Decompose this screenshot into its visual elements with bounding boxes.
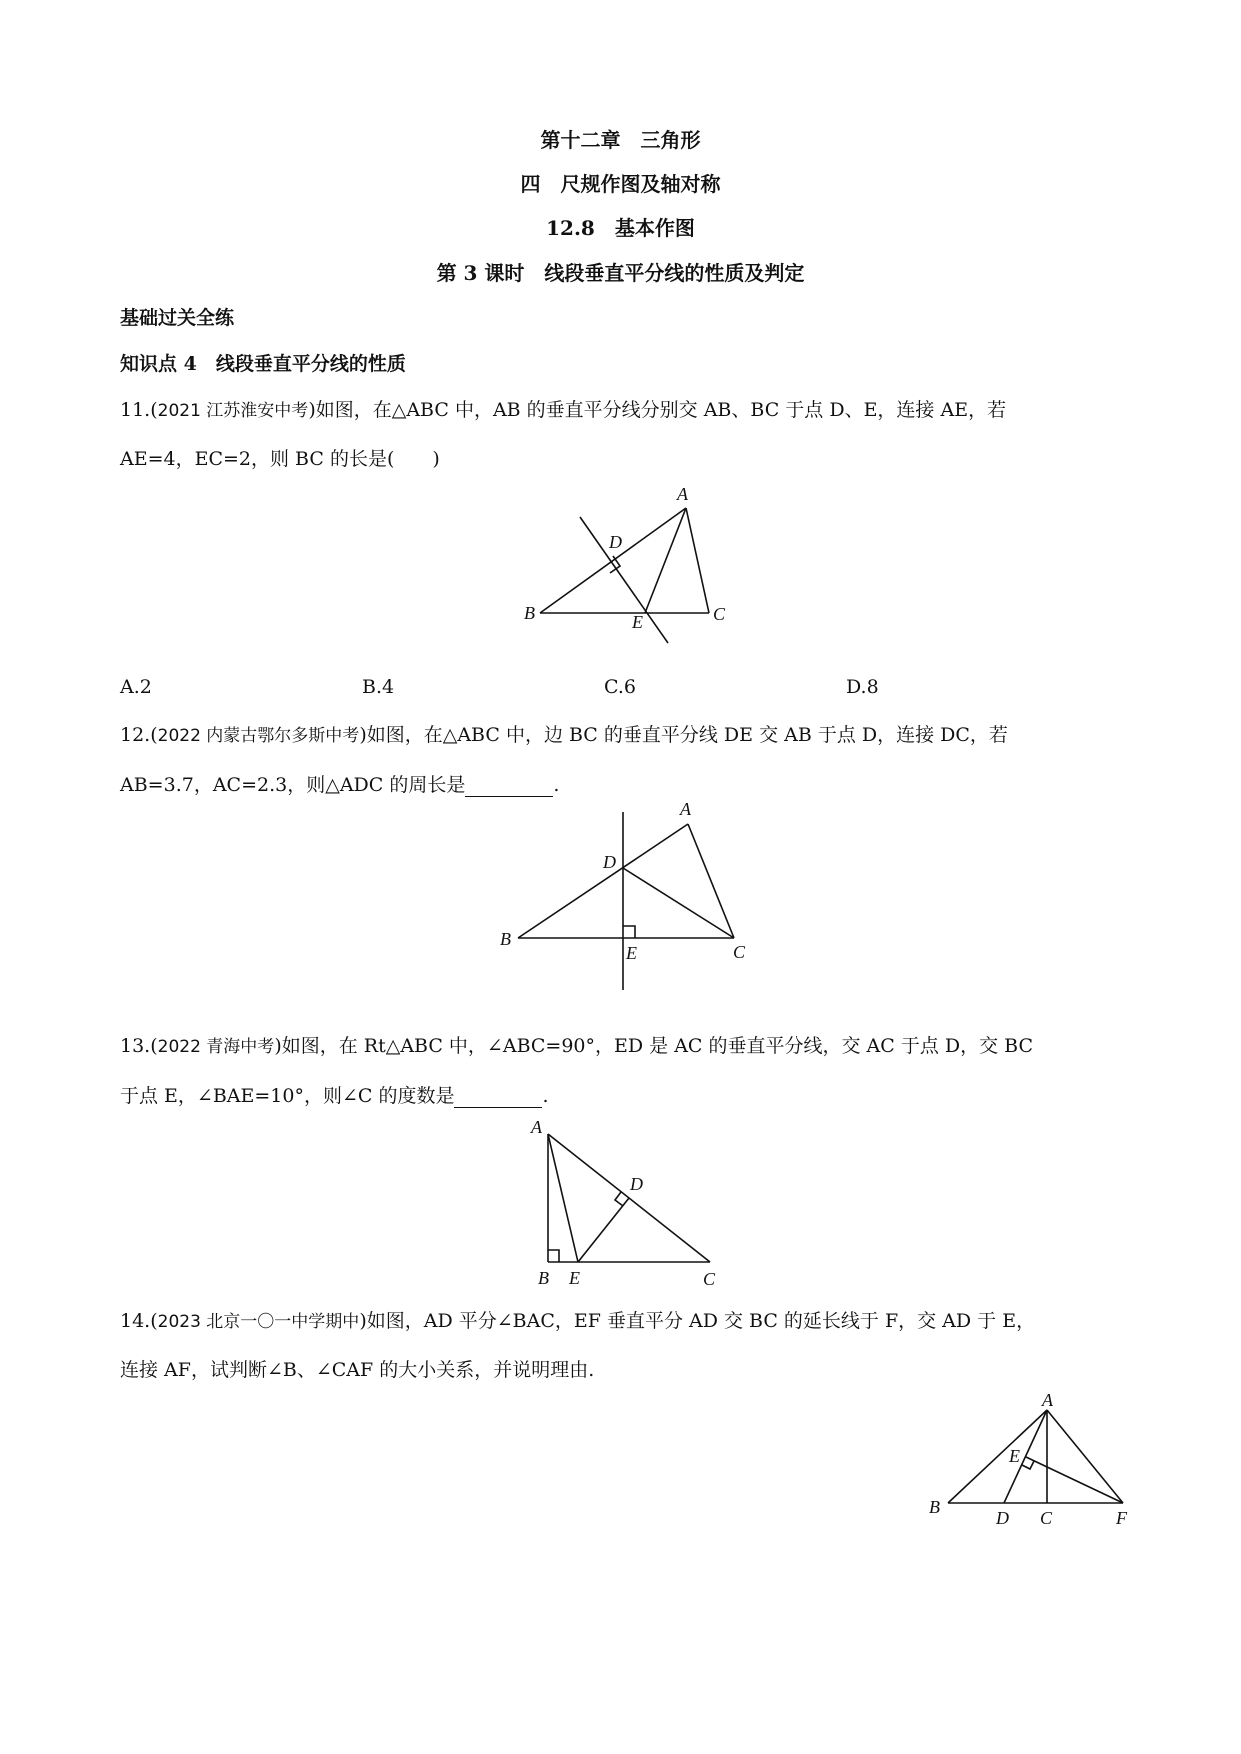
q13-label-d: D	[630, 1174, 643, 1194]
q14-source: 2023 北京一〇一中学期中	[157, 1312, 360, 1332]
q11-source: 2021 江苏淮安中考	[157, 401, 309, 421]
q14-label-e: E	[1009, 1446, 1020, 1466]
q13-text1: )如图，在 Rt△ABC 中，∠ABC=90°，ED 是 AC 的垂直平分线，交 AC 于点 D，交 BC	[274, 1035, 1034, 1057]
q12-label-b: B	[500, 929, 511, 949]
q13-number: 13.(	[120, 1035, 158, 1057]
q14-segment-ef	[1026, 1457, 1123, 1503]
q12-text1: )如图，在△ABC 中，边 BC 的垂直平分线 DE 交 AB 于点 D，连接 DC，若	[359, 724, 1008, 746]
q14-text1: )如图，AD 平分∠BAC，EF 垂直平分 AD 交 BC 的延长线于 F，交 AD 于 E，	[359, 1310, 1036, 1332]
q13-source: 2022 青海中考	[157, 1037, 275, 1057]
q12-label-e: E	[626, 943, 637, 963]
q12-text2: AB=3.7，AC=2.3，则△ADC 的周长是	[120, 774, 466, 796]
knowledge-point-title: 知识点 4 线段垂直平分线的性质	[120, 353, 406, 375]
q11-option-b: B.4	[362, 676, 395, 698]
unit-title: 四 尺规作图及轴对称	[520, 172, 721, 196]
q11-label-e: E	[632, 612, 643, 632]
q11-label-c: C	[713, 604, 726, 624]
q11-option-c: C.6	[604, 676, 636, 698]
q14-label-c: C	[1040, 1508, 1053, 1528]
q14-right-angle-mark	[1022, 1461, 1034, 1469]
q11-label-d: D	[609, 532, 622, 552]
practice-title: 基础过关全练	[120, 307, 235, 329]
lesson-title: 第 3 课时 线段垂直平分线的性质及判定	[436, 261, 805, 285]
q14-number: 14.(	[120, 1310, 158, 1332]
q13-text2-end: .	[542, 1085, 549, 1107]
q14-segment-af	[1047, 1410, 1123, 1503]
q11-label-a: A	[677, 484, 688, 504]
chapter-title: 第十二章 三角形	[540, 128, 701, 152]
q14-label-a: A	[1042, 1390, 1053, 1410]
q13-text2: 于点 E，∠BAE=10°，则∠C 的度数是	[120, 1085, 455, 1107]
q14-side-ab	[948, 1410, 1047, 1503]
q12-label-a: A	[680, 799, 691, 819]
q13-label-e: E	[569, 1268, 580, 1288]
q12-source: 2022 内蒙古鄂尔多斯中考	[157, 726, 360, 746]
q12-number: 12.(	[120, 724, 158, 746]
q13-label-a: A	[531, 1117, 542, 1137]
q13-label-c: C	[703, 1269, 716, 1289]
q12-label-c: C	[733, 942, 746, 962]
q13-label-b: B	[538, 1268, 549, 1288]
q11-number: 11.(	[120, 399, 158, 421]
q11-text1: )如图，在△ABC 中，AB 的垂直平分线分别交 AB、BC 于点 D、E，连接 AE，若	[308, 399, 1007, 421]
section-title-text: 12.8 基本作图	[546, 216, 695, 240]
q11-label-b: B	[524, 603, 535, 623]
q14-label-d: D	[996, 1508, 1009, 1528]
q14-line2: 连接 AF，试判断∠B、∠CAF 的大小关系，并说明理由.	[120, 1359, 595, 1381]
q12-text2-end: .	[553, 774, 560, 796]
q11-option-a: A.2	[120, 676, 152, 698]
q14-label-b: B	[929, 1497, 940, 1517]
q14-label-f: F	[1116, 1508, 1127, 1528]
q12-label-d: D	[603, 852, 616, 872]
q11-line2: AE=4，EC=2，则 BC 的长是( )	[120, 448, 440, 470]
q11-option-d: D.8	[846, 676, 879, 698]
